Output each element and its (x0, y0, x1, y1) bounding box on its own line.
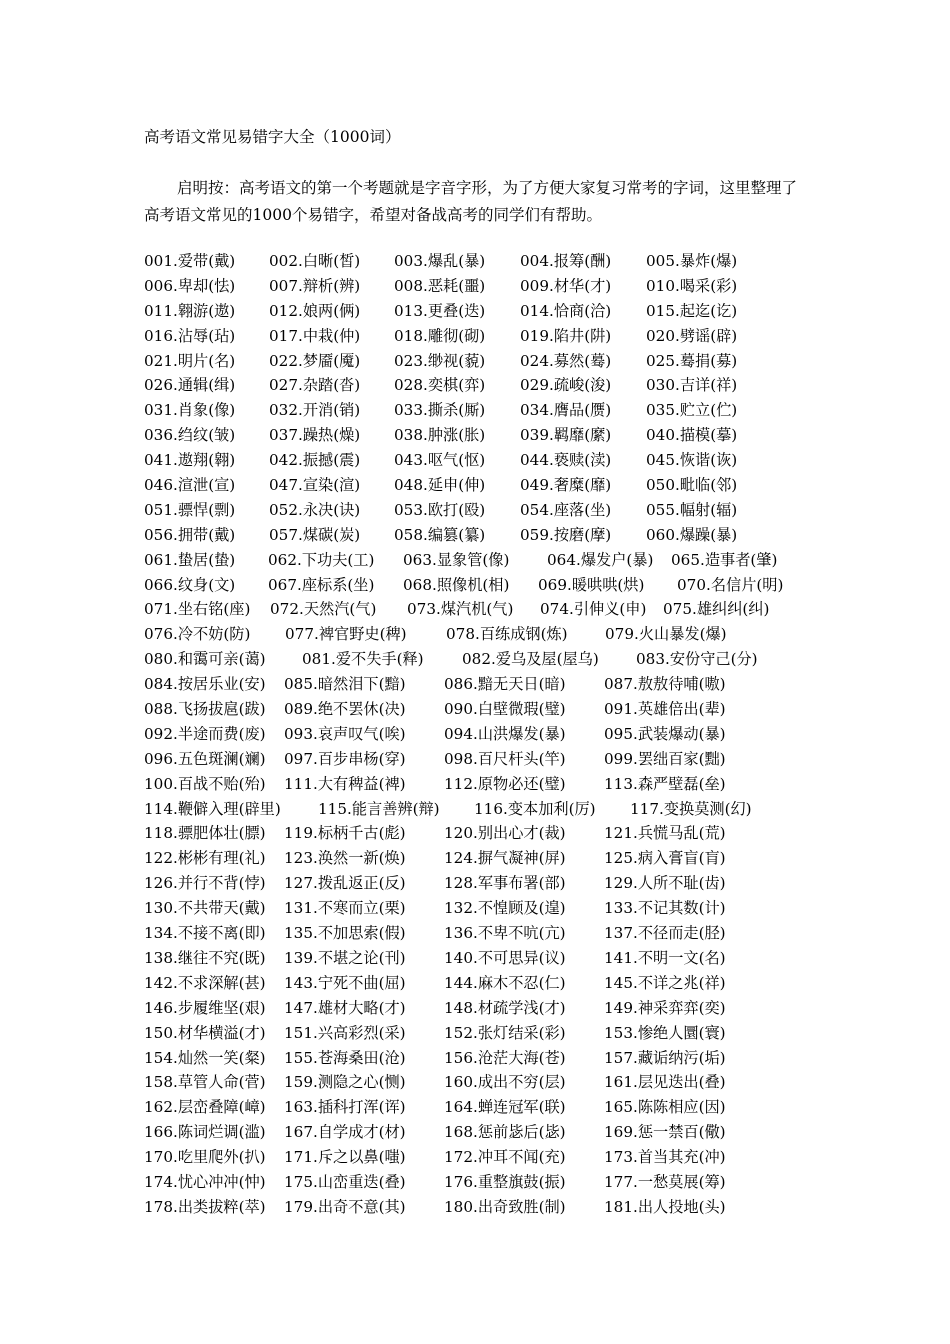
word-entry: 028.奕棋(弈) (394, 376, 486, 395)
word-entry: 076.冷不妨(防) (144, 625, 251, 644)
word-row (144, 871, 824, 896)
word-entry: 115.能言善辨(辩) (318, 799, 440, 818)
intro-paragraph: 启明按：高考语文的第一个考题就是字音字形，为了方便大家复习常考的字词，这里整理了高考语文常见的1000个易错字，希望对备战高考的同学们有帮助。 (144, 179, 798, 224)
word-row (144, 523, 824, 548)
word-entry: 072.天然汽(气) (270, 600, 377, 619)
word-row (144, 971, 824, 996)
word-entry: 032.开消(销) (269, 401, 361, 420)
word-entry: 127.拨乱返正(反) (284, 874, 406, 893)
word-entry: 027.杂踏(沓) (269, 376, 361, 395)
word-entry: 139.不堪之论(刊) (284, 948, 406, 967)
word-entry: 123.涣然一新(焕) (284, 849, 406, 868)
word-entry: 179.出奇不意(其) (284, 1197, 406, 1216)
word-entry: 170.吃里爬外(扒) (144, 1148, 266, 1167)
word-entry: 159.测隐之心(恻) (284, 1073, 406, 1092)
word-entry: 030.吉详(祥) (646, 376, 738, 395)
word-entry: 058.编篡(纂) (394, 525, 486, 544)
word-entry: 181.出人投地(头) (604, 1197, 726, 1216)
word-entry: 059.按磨(摩) (520, 525, 612, 544)
word-entry: 092.半途而费(废) (144, 724, 266, 743)
word-entry: 166.陈词烂调(滥) (144, 1123, 266, 1142)
word-entry: 162.层峦叠障(嶂) (144, 1098, 266, 1117)
word-row (144, 846, 824, 871)
word-entry: 075.雄纠纠(纠) (663, 600, 770, 619)
word-entry: 158.草管人命(菅) (144, 1073, 266, 1092)
word-entry: 061.蛰居(蛰) (144, 550, 236, 569)
word-entry: 156.沧茫大海(苍) (444, 1048, 566, 1067)
word-entry: 099.罢绌百家(黜) (604, 749, 726, 768)
word-entry: 134.不接不离(即) (144, 924, 266, 943)
word-entry: 152.张灯结采(彩) (444, 1023, 566, 1042)
word-entry: 081.爱不失手(释) (302, 650, 424, 669)
word-entry: 168.惩前毖后(毖) (444, 1123, 566, 1142)
word-entry: 086.黯无天日(暗) (444, 675, 566, 694)
word-entry: 040.描模(摹) (646, 426, 738, 445)
word-entry: 009.材华(才) (520, 276, 612, 295)
word-entry: 054.座落(坐) (520, 500, 612, 519)
word-entry: 126.并行不背(悖) (144, 874, 266, 893)
word-entry: 079.火山暴发(爆) (605, 625, 727, 644)
word-entry: 163.插科打浑(诨) (284, 1098, 406, 1117)
word-entry: 042.振撼(震) (269, 451, 361, 470)
word-entry: 155.苍海桑田(沧) (284, 1048, 406, 1067)
word-row (144, 398, 824, 423)
word-entry: 132.不惶顾及(遑) (444, 899, 566, 918)
word-entry: 128.军事布署(部) (444, 874, 566, 893)
word-entry: 019.陷井(阱) (520, 326, 612, 345)
word-entry: 082.爱乌及屋(屋乌) (462, 650, 599, 669)
word-row (144, 772, 824, 797)
word-entry: 049.奢糜(靡) (520, 476, 612, 495)
word-entry: 067.座标系(坐) (268, 575, 375, 594)
word-row (144, 597, 824, 622)
word-entry: 010.喝采(彩) (646, 276, 738, 295)
word-row (144, 697, 824, 722)
word-row (144, 1170, 824, 1195)
word-entry: 066.纹身(文) (144, 575, 236, 594)
word-row (144, 548, 824, 573)
word-entry: 093.哀声叹气(唉) (284, 724, 406, 743)
word-entry: 089.绝不罢休(决) (284, 700, 406, 719)
word-entry: 117.变换莫测(幻) (630, 799, 752, 818)
word-entry: 130.不共带天(戴) (144, 899, 266, 918)
word-entry: 007.辩析(辨) (269, 276, 361, 295)
word-entry: 050.毗临(邻) (646, 476, 738, 495)
word-entry: 098.百尺杆头(竿) (444, 749, 566, 768)
word-entry: 038.肿涨(胀) (394, 426, 486, 445)
word-entry: 034.膺品(赝) (520, 401, 612, 420)
word-entry: 013.更叠(迭) (394, 301, 486, 320)
word-entry: 037.躁热(燥) (269, 426, 361, 445)
word-row (144, 1021, 824, 1046)
word-entry: 151.兴高彩烈(采) (284, 1023, 406, 1042)
word-entry: 113.森严壁磊(垒) (604, 774, 726, 793)
word-entry: 131.不寒而立(栗) (284, 899, 406, 918)
word-entry: 069.暖哄哄(烘) (538, 575, 645, 594)
word-entry: 171.斥之以鼻(嗤) (284, 1148, 406, 1167)
word-row (144, 498, 824, 523)
word-entry: 135.不加思索(假) (284, 924, 406, 943)
word-row (144, 797, 824, 822)
word-entry: 045.恢谐(诙) (646, 451, 738, 470)
word-entry: 078.百练成钢(炼) (446, 625, 568, 644)
word-entry: 035.贮立(伫) (646, 401, 738, 420)
word-row (144, 996, 824, 1021)
word-row (144, 573, 824, 598)
word-row (144, 1120, 824, 1145)
word-entry: 149.神采弈弈(奕) (604, 998, 726, 1017)
word-entry: 111.大有稗益(裨) (284, 774, 406, 793)
word-entry: 074.引伸义(申) (540, 600, 647, 619)
word-entry: 112.原物必还(璧) (444, 774, 566, 793)
word-entry: 048.延申(伸) (394, 476, 486, 495)
word-row (144, 622, 824, 647)
word-entry: 180.出奇致胜(制) (444, 1197, 566, 1216)
word-entry: 060.爆躁(暴) (646, 525, 738, 544)
word-entry: 140.不可思异(议) (444, 948, 566, 967)
word-entry: 015.起迄(讫) (646, 301, 738, 320)
word-entry: 064.爆发户(暴) (547, 550, 654, 569)
word-entry: 176.重整旗鼓(振) (444, 1172, 566, 1191)
word-entry: 043.呕气(怄) (394, 451, 486, 470)
word-entry: 165.陈陈相应(因) (604, 1098, 726, 1117)
word-entry: 141.不明一文(名) (604, 948, 726, 967)
word-entry: 174.忧心冲冲(忡) (144, 1172, 266, 1191)
word-entry: 004.报筹(酬) (520, 252, 612, 270)
document-title: 高考语文常见易错字大全（1000词） (144, 128, 401, 146)
word-entry: 173.首当其充(冲) (604, 1148, 726, 1167)
word-entry: 088.飞扬拔扈(跋) (144, 700, 266, 719)
word-entry: 003.爆乱(暴) (394, 252, 486, 270)
word-entry: 047.宣染(渲) (269, 476, 361, 495)
word-entry: 068.照像机(相) (403, 575, 510, 594)
word-entry: 018.雕彻(砌) (394, 326, 486, 345)
word-row (144, 722, 824, 747)
word-entry: 143.宁死不曲(屈) (284, 973, 406, 992)
word-entry: 023.缈视(藐) (394, 351, 486, 370)
word-entry: 136.不卑不吭(亢) (444, 924, 566, 943)
word-entry: 024.募然(蓦) (520, 351, 612, 370)
word-row (144, 1070, 824, 1095)
word-entry: 178.出类拔粹(萃) (144, 1197, 266, 1216)
word-entry: 095.武装爆动(暴) (604, 724, 726, 743)
word-entry: 001.爱带(戴) (144, 252, 236, 270)
word-row (144, 274, 824, 299)
word-row (144, 647, 824, 672)
word-entry: 070.名信片(明) (677, 575, 784, 594)
word-row (144, 821, 824, 846)
word-entry: 122.彬彬有理(礼) (144, 849, 266, 868)
word-entry: 153.惨绝人圜(寰) (604, 1023, 726, 1042)
word-row (144, 423, 824, 448)
word-entry: 096.五色斑澜(斓) (144, 749, 266, 768)
word-entry: 031.肖象(像) (144, 401, 236, 420)
word-entry: 100.百战不贻(殆) (144, 774, 266, 793)
word-entry: 116.变本加利(厉) (474, 799, 596, 818)
word-entry: 154.灿然一笑(粲) (144, 1048, 266, 1067)
word-entry: 065.造事者(肇) (671, 550, 778, 569)
word-row (144, 299, 824, 324)
word-entry: 036.绉纹(皱) (144, 426, 236, 445)
word-entry: 011.翱游(遨) (144, 301, 236, 320)
word-entry: 147.雄材大略(才) (284, 998, 406, 1017)
word-row (144, 1095, 824, 1120)
word-entry: 044.亵赎(渎) (520, 451, 612, 470)
word-entry: 145.不详之兆(祥) (604, 973, 726, 992)
word-entry: 124.摒气凝神(屏) (444, 849, 566, 868)
word-entry: 006.卑却(怯) (144, 276, 236, 295)
word-entry: 073.煤汽机(气) (407, 600, 514, 619)
word-entry: 129.人所不耻(齿) (604, 874, 726, 893)
word-entry: 022.梦靥(魇) (269, 351, 361, 370)
word-row (144, 896, 824, 921)
word-entry: 118.骠肥体壮(膘) (144, 824, 266, 843)
word-entry: 097.百步串杨(穿) (284, 749, 406, 768)
word-entry: 091.英雄倍出(辈) (604, 700, 726, 719)
word-entry: 125.病入膏盲(肓) (604, 849, 726, 868)
word-entry: 148.材疏学浅(才) (444, 998, 566, 1017)
word-entry: 014.恰商(洽) (520, 301, 612, 320)
word-entry: 138.继往不究(既) (144, 948, 266, 967)
word-entry: 172.冲耳不闻(充) (444, 1148, 566, 1167)
word-entry: 062.下功夫(工) (268, 550, 375, 569)
word-entry: 016.沾辱(玷) (144, 326, 236, 345)
word-row (144, 946, 824, 971)
word-entry: 087.敖敖待哺(嗷) (604, 675, 726, 694)
word-row (144, 349, 824, 374)
word-entry: 169.惩一禁百(儆) (604, 1123, 726, 1142)
word-entry: 177.一愁莫展(筹) (604, 1172, 726, 1191)
word-row (144, 921, 824, 946)
word-entry: 029.疏峻(浚) (520, 376, 612, 395)
word-entry: 017.中栽(仲) (269, 326, 361, 345)
word-entry: 164.蝉连冠军(联) (444, 1098, 566, 1117)
word-entry: 057.煤碳(炭) (269, 525, 361, 544)
word-entry: 063.显象管(像) (403, 550, 510, 569)
word-entry: 114.鞭僻入理(辟里) (144, 799, 281, 818)
word-entry: 051.骠悍(剽) (144, 500, 236, 519)
word-row (144, 373, 824, 398)
word-row (144, 672, 824, 697)
word-row (144, 473, 824, 498)
word-entry: 077.裨官野史(稗) (285, 625, 407, 644)
word-entry: 056.拥带(戴) (144, 525, 236, 544)
word-entry: 142.不求深解(甚) (144, 973, 266, 992)
word-entry: 071.坐右铭(座) (144, 600, 251, 619)
word-entry: 083.安份守己(分) (636, 650, 758, 669)
word-entry: 161.层见迭出(叠) (604, 1073, 726, 1092)
word-row (144, 249, 824, 274)
word-entry: 160.成出不穷(层) (444, 1073, 566, 1092)
word-entry: 046.渲泄(宣) (144, 476, 236, 495)
word-entry: 012.娘两(俩) (269, 301, 361, 320)
word-entry: 041.遨翔(翱) (144, 451, 236, 470)
word-entry: 090.白壁微瑕(璧) (444, 700, 566, 719)
word-row (144, 1195, 824, 1220)
word-row (144, 1046, 824, 1071)
word-entry: 120.别出心才(裁) (444, 824, 566, 843)
word-entry: 085.暗然泪下(黯) (284, 675, 406, 694)
word-entry: 157.藏诟纳污(垢) (604, 1048, 726, 1067)
word-row (144, 1145, 824, 1170)
word-entry: 144.麻木不忍(仁) (444, 973, 566, 992)
word-entry: 119.标柄千古(彪) (284, 824, 406, 843)
word-entry: 026.通辑(缉) (144, 376, 236, 395)
word-row (144, 747, 824, 772)
word-row (144, 448, 824, 473)
word-list (144, 249, 824, 1220)
word-entry: 005.暴炸(爆) (646, 252, 738, 270)
word-entry: 008.恶耗(噩) (394, 276, 486, 295)
word-entry: 055.幅射(辐) (646, 500, 738, 519)
word-entry: 175.山峦重迭(叠) (284, 1172, 406, 1191)
word-entry: 084.按居乐业(安) (144, 675, 266, 694)
word-entry: 033.撕杀(厮) (394, 401, 486, 420)
word-entry: 167.自学成才(材) (284, 1123, 406, 1142)
word-entry: 094.山洪爆发(暴) (444, 724, 566, 743)
word-entry: 146.步履维坚(艰) (144, 998, 266, 1017)
word-entry: 080.和霭可亲(蔼) (144, 650, 266, 669)
word-entry: 052.永决(诀) (269, 500, 361, 519)
word-entry: 039.羁靡(縻) (520, 426, 612, 445)
word-entry: 020.劈谣(辟) (646, 326, 738, 345)
word-entry: 025.蓦捐(募) (646, 351, 738, 370)
word-row (144, 324, 824, 349)
word-entry: 137.不径而走(胫) (604, 924, 726, 943)
word-entry: 053.欧打(殴) (394, 500, 486, 519)
word-entry: 133.不记其数(计) (604, 899, 726, 918)
word-entry: 121.兵慌马乱(荒) (604, 824, 726, 843)
word-entry: 021.明片(名) (144, 351, 236, 370)
word-entry: 150.材华横溢(才) (144, 1023, 266, 1042)
word-entry: 002.白晰(皙) (269, 252, 361, 270)
